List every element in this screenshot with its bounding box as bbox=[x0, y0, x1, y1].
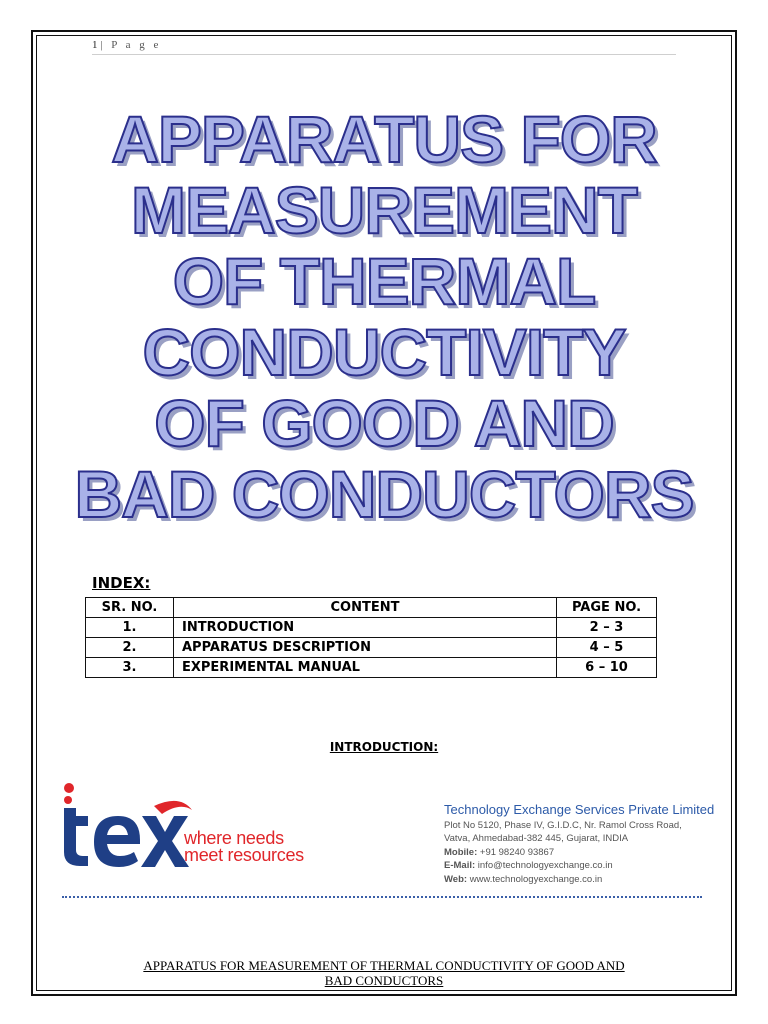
cell-sr-no: 1. bbox=[86, 618, 174, 638]
page-label: | P a g e bbox=[100, 39, 162, 51]
mobile-value: +91 98240 93867 bbox=[479, 846, 555, 858]
page-number: 1 bbox=[92, 39, 98, 51]
index-table bbox=[85, 597, 657, 678]
company-web bbox=[444, 873, 704, 886]
logo-text: tex bbox=[128, 871, 130, 872]
title-line: OF THERMAL bbox=[172, 244, 596, 318]
email-value: info@technologyexchange.co.in bbox=[477, 860, 613, 872]
cell-page-no: 6 – 10 bbox=[557, 658, 657, 678]
page-header bbox=[92, 39, 676, 55]
cell-content: APPARATUS DESCRIPTION bbox=[174, 638, 557, 658]
page-footer bbox=[40, 958, 728, 988]
dotted-divider bbox=[62, 896, 702, 898]
tagline-line: where needs bbox=[184, 828, 284, 848]
title-line: MEASUREMENT bbox=[130, 173, 637, 247]
tex-logo bbox=[58, 776, 198, 872]
cell-sr-no: 2. bbox=[86, 638, 174, 658]
index-label: INDEX: bbox=[92, 574, 151, 592]
mobile-label: Mobile: bbox=[444, 846, 478, 858]
title-line: APPARATUS FOR bbox=[111, 102, 657, 176]
email-label: E-Mail: bbox=[444, 860, 476, 872]
col-header-sr-no: SR. NO. bbox=[86, 598, 174, 618]
company-name: Technology Exchange Services Private Limited bbox=[444, 802, 715, 817]
company-address: Plot No 5120, Phase IV, G.I.D.C, Nr. Ramol Cross Road, bbox=[444, 820, 682, 831]
web-value: www.technologyexchange.co.in bbox=[469, 873, 603, 885]
table-row bbox=[86, 638, 657, 658]
tagline-line: meet resources bbox=[184, 845, 304, 865]
company-address: Vatva, Ahmedabad-382 445, Gujarat, INDIA bbox=[444, 833, 629, 845]
footer-line: APPARATUS FOR MEASUREMENT OF THERMAL CONDUCTIVITY OF GOOD AND bbox=[143, 958, 625, 973]
title-line: OF GOOD AND bbox=[154, 386, 614, 460]
introduction-heading: INTRODUCTION: bbox=[329, 740, 439, 754]
title-line: BAD CONDUCTORS bbox=[74, 457, 694, 531]
cell-page-no: 4 – 5 bbox=[557, 638, 657, 658]
company-tagline bbox=[184, 830, 304, 864]
company-email bbox=[444, 859, 704, 872]
cell-content: INTRODUCTION bbox=[174, 618, 557, 638]
company-mobile bbox=[444, 846, 704, 859]
index-header-row bbox=[86, 598, 657, 618]
table-row bbox=[86, 618, 657, 638]
web-label: Web: bbox=[444, 873, 468, 885]
col-header-page-no: PAGE NO. bbox=[557, 598, 657, 618]
cell-page-no: 2 – 3 bbox=[557, 618, 657, 638]
document-title bbox=[40, 104, 728, 530]
col-header-content: CONTENT bbox=[174, 598, 557, 618]
title-line: CONDUCTIVITY bbox=[142, 315, 626, 389]
table-row bbox=[86, 658, 657, 678]
cell-sr-no: 3. bbox=[86, 658, 174, 678]
cell-content: EXPERIMENTAL MANUAL bbox=[174, 658, 557, 678]
company-details bbox=[444, 802, 715, 886]
footer-line: BAD CONDUCTORS bbox=[324, 973, 444, 988]
